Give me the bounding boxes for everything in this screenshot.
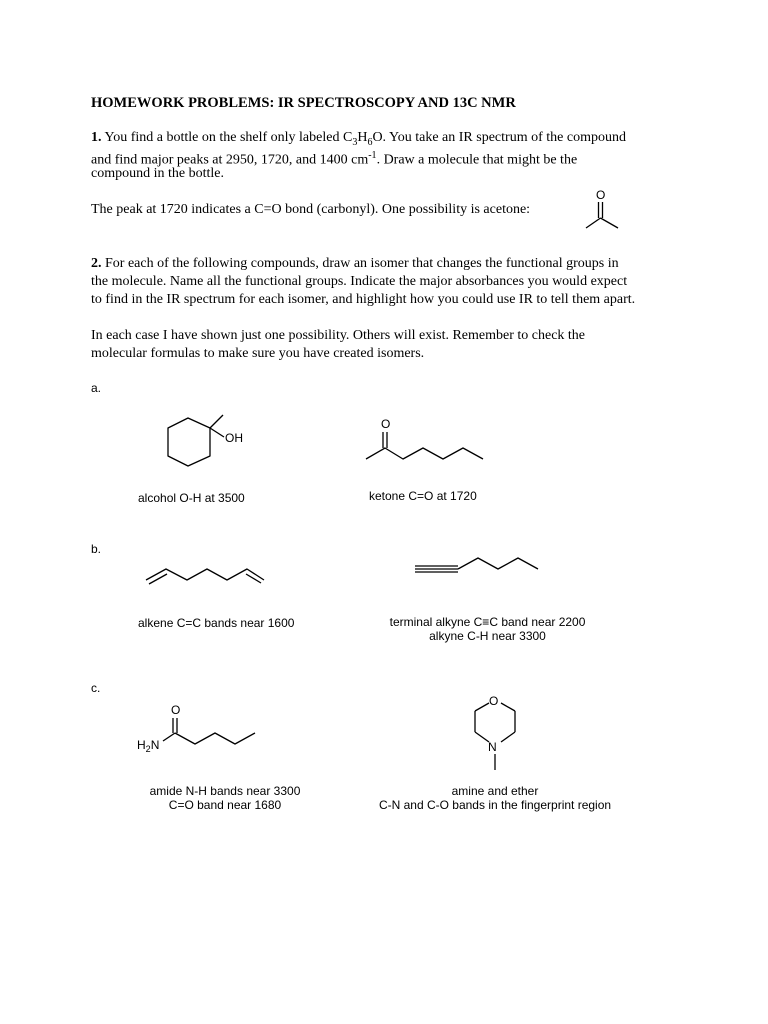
acetone-structure <box>580 185 630 235</box>
q2-number: 2. <box>91 256 102 271</box>
q2-line3: to find in the IR spectrum for each isomer, and highlight how you could use IR to tell them apart. <box>91 292 636 307</box>
part-a-label: a. <box>91 381 102 395</box>
q2-note1: In each case I have shown just one possibility. Others will exist. Remember to check the <box>91 328 586 343</box>
hydroxyl-label: OH <box>225 431 243 445</box>
methylmorpholine-structure <box>465 690 525 780</box>
q2-line2: the molecule. Name all the functional groups. Indicate the major absorbances you would expect <box>91 274 628 289</box>
q2-note2: molecular formulas to make sure you have created isomers. <box>91 346 425 361</box>
part-c-label: c. <box>91 681 101 695</box>
amide-oxygen-label: O <box>171 703 181 717</box>
q1-line1: 1. You find a bottle on the shelf only labeled $C_3H_6O$. You take an IR spectrum of the compound <box>91 130 626 148</box>
q2-line1: 2. For each of the following compounds, draw an isomer that changes the functional groups in <box>91 256 619 271</box>
heptanone-structure <box>360 414 490 464</box>
acetone-oxygen-label: O <box>596 188 606 202</box>
part-c-left-caption <box>140 784 310 812</box>
pentanamide-structure <box>135 700 265 756</box>
q1-number: 1. <box>91 130 102 145</box>
q1-answer: The peak at 1720 indicates a C=O bond (carbonyl). One possibility is acetone: <box>91 202 531 217</box>
part-c-right-caption-line1: amine and ether <box>451 784 539 798</box>
part-b-right-caption <box>380 615 595 643</box>
heptyne-structure <box>410 552 550 582</box>
part-c-right-caption-line2: C-N and C-O bands in the fingerprint region <box>378 798 612 812</box>
part-b-left-caption: alkene C=C bands near 1600 <box>138 616 295 630</box>
part-a-right-caption: ketone C=O at 1720 <box>369 489 477 503</box>
part-a-left-caption: alcohol O-H at 3500 <box>138 491 245 505</box>
part-c-left-caption-line2: C=O band near 1680 <box>168 798 282 812</box>
ketone-oxygen-label: O <box>381 417 391 431</box>
part-b-right-caption-line1: terminal alkyne C≡C band near 2200 <box>389 615 586 629</box>
methylcyclohexanol-structure <box>160 410 260 470</box>
heptadiene-structure <box>140 560 270 590</box>
part-b-label: b. <box>91 542 102 556</box>
q1-line3: compound in the bottle. <box>91 166 224 181</box>
part-c-right-caption <box>370 784 620 812</box>
amine-group-label: $H_2N$ <box>137 738 160 754</box>
part-c-left-caption-line1: amide N-H bands near 3300 <box>149 784 301 798</box>
part-b-right-caption-line2: alkyne C-H near 3300 <box>429 629 546 643</box>
morpholine-oxygen-label: O <box>489 694 499 708</box>
morpholine-nitrogen-label: N <box>488 740 497 754</box>
page-title: HOMEWORK PROBLEMS: IR SPECTROSCOPY AND 13C NMR <box>91 95 516 111</box>
q1-line2: and find major peaks at 2950, 1720, and 1400 $cm^{-1}$. Draw a molecule that might be the <box>91 150 578 168</box>
